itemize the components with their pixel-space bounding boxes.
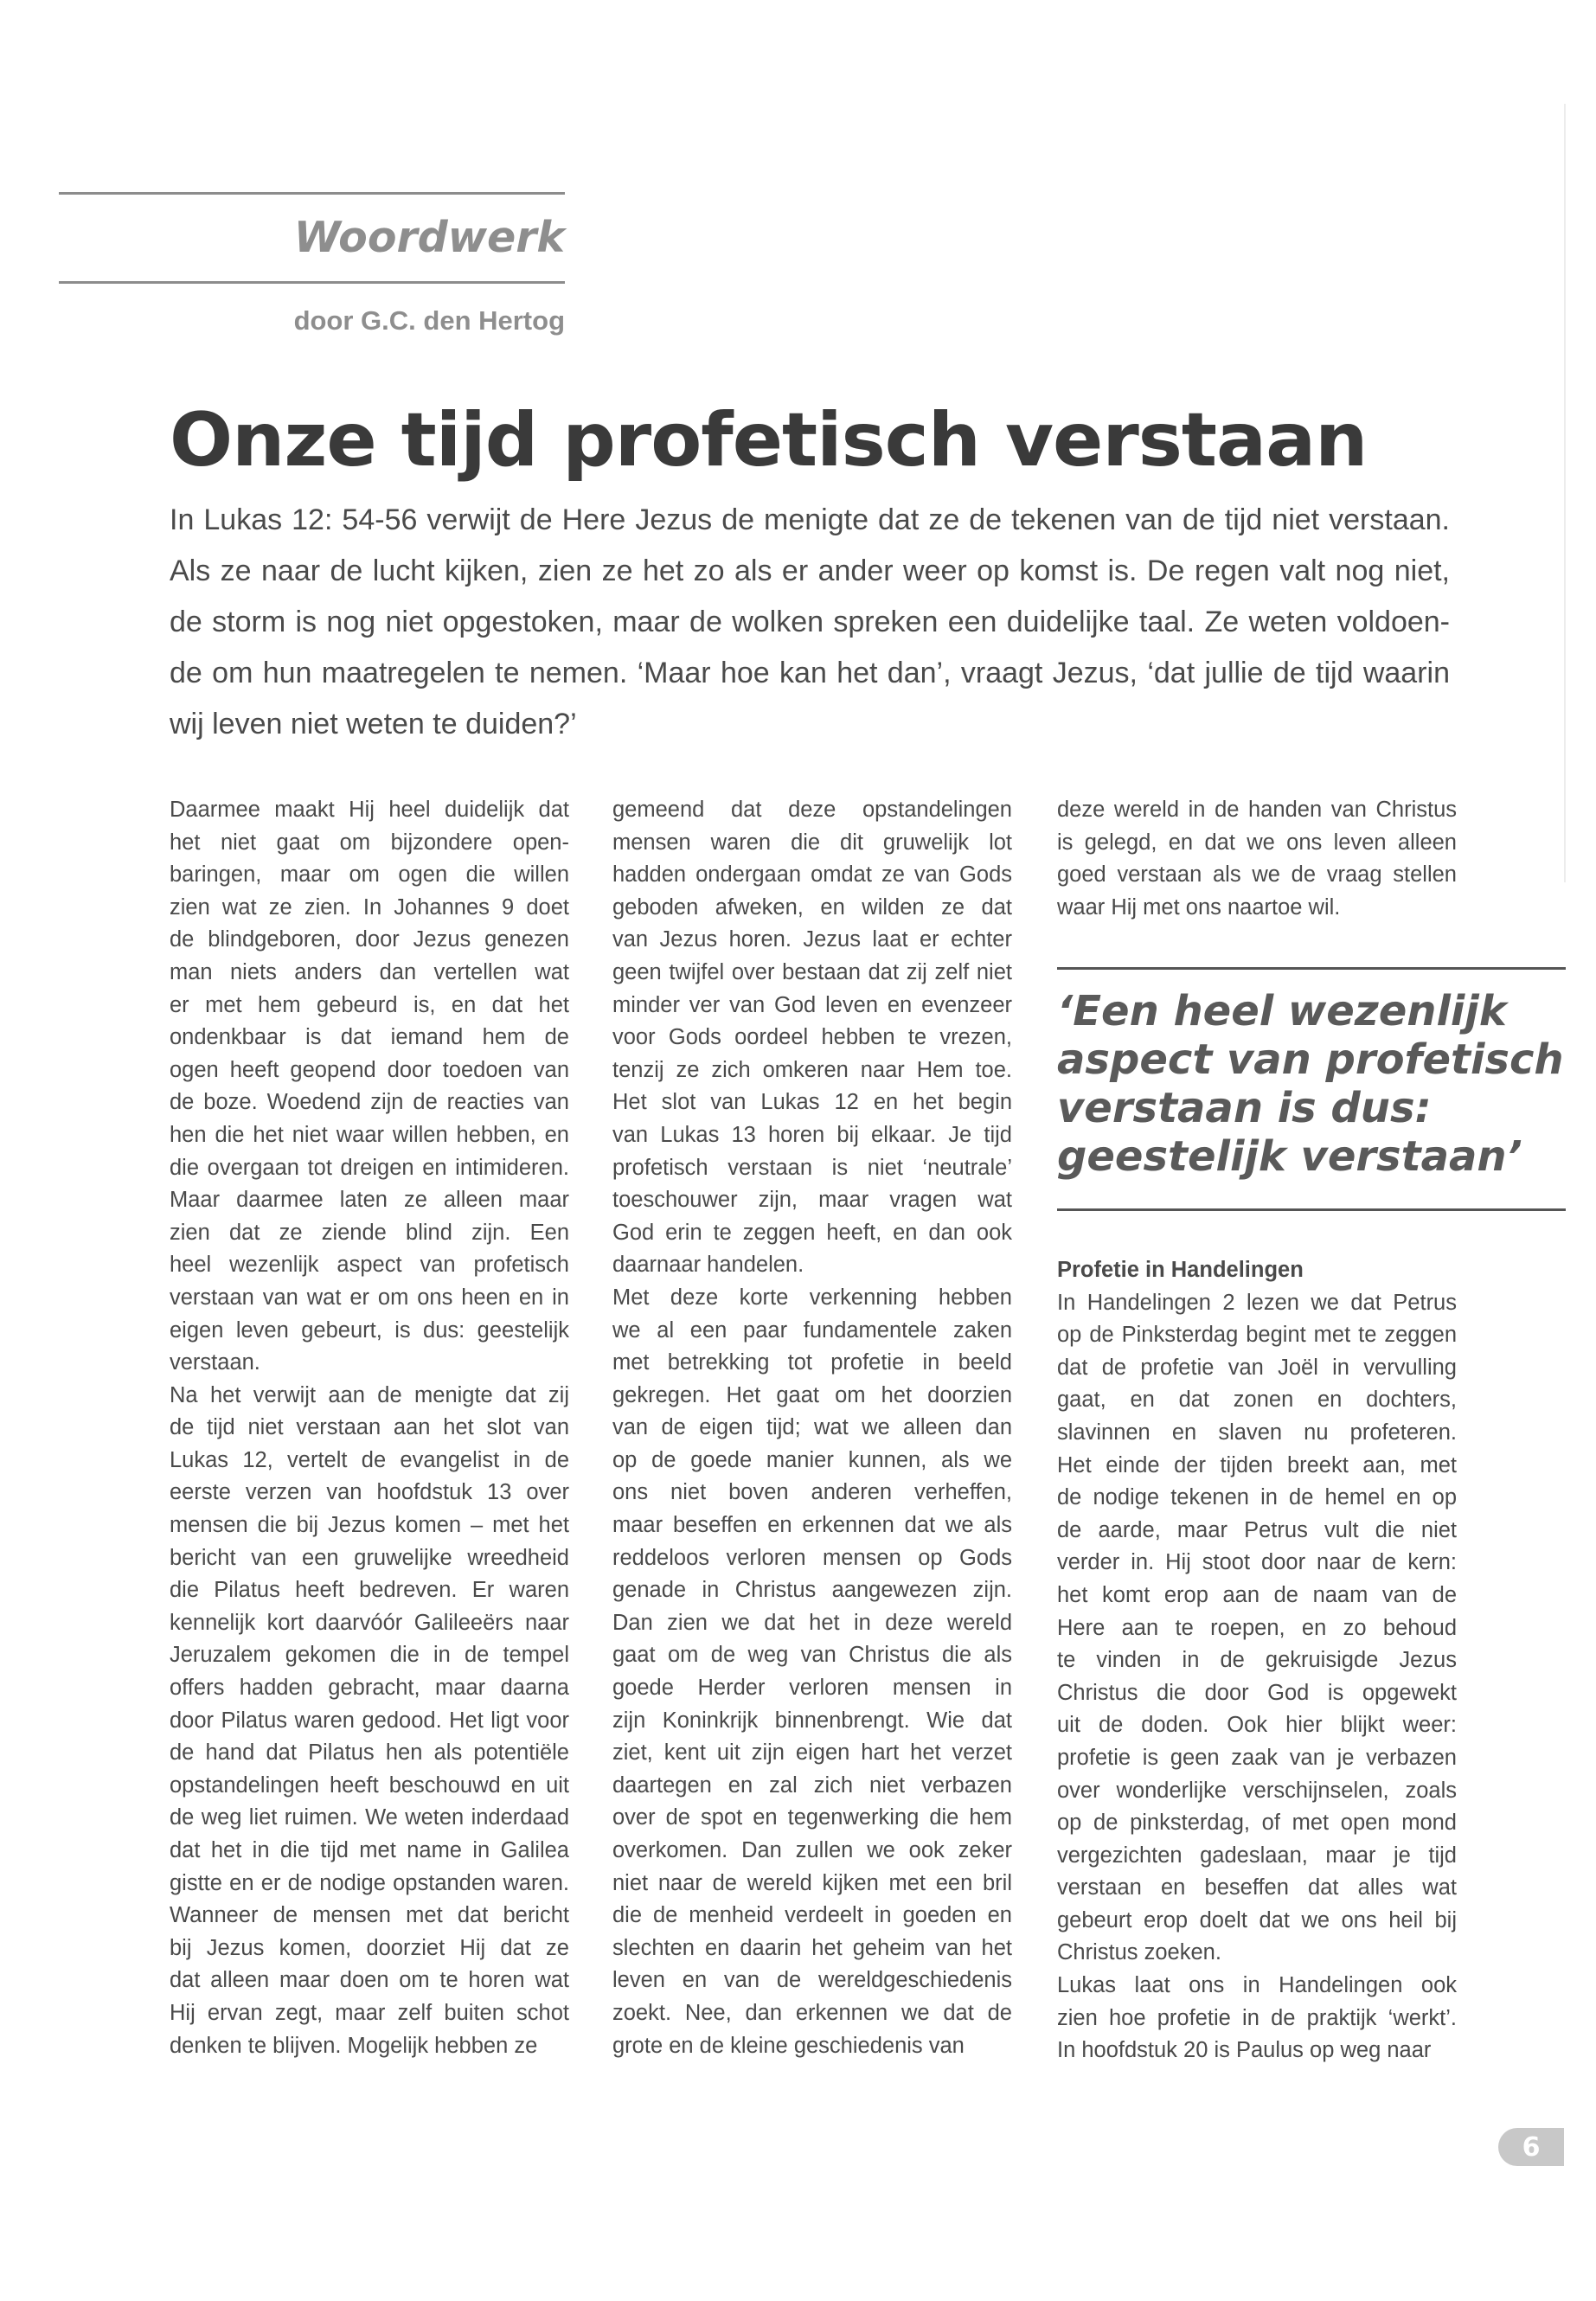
pull-quote-text <box>1057 970 1566 1208</box>
text-line: op de pinksterdag, of met open mond <box>1057 1811 1457 1836</box>
pull-quote-line: geestelijk verstaan’ <box>1057 1132 1522 1181</box>
text-line: daarnaar handelen. <box>612 1253 804 1278</box>
text-line: Maar daarmee laten ze alleen maar <box>170 1188 569 1213</box>
text-line: Here aan te roepen, en zo behoud <box>1057 1615 1457 1640</box>
text-line: slavinnen en slaven nu profeteren. <box>1057 1420 1457 1445</box>
text-line: dat alleen maar doen om te horen wat <box>170 1968 569 1993</box>
text-line: mensen die bij Jezus komen – met het <box>170 1513 569 1538</box>
text-line: Dan zien we dat het in deze wereld <box>612 1610 1012 1635</box>
text-line: man niets anders dan vertellen wat <box>170 959 569 984</box>
text-line: op de goede manier kunnen, als we <box>612 1447 1012 1472</box>
lead-line: In Lukas 12: 54-56 verwijt de Here Jezus de menigte dat ze de tekenen van de tijd niet verstaan. <box>170 503 1450 536</box>
text-line: uit de doden. Ook hier blijkt weer: <box>1057 1713 1457 1738</box>
text-line: zien wat ze zien. In Johannes 9 doet <box>170 894 569 920</box>
text-line: zien dat ze ziende blind zijn. Een <box>170 1220 569 1245</box>
text-line: leven en van de wereldgeschiedenis <box>612 1968 1012 1993</box>
text-line: Christus die door God is opgewekt <box>1057 1680 1457 1705</box>
text-line: denken te blijven. Mogelijk hebben ze <box>170 2033 538 2058</box>
pull-quote <box>1057 967 1566 1211</box>
text-line: Hij ervan zegt, maar zelf buiten schot <box>170 2000 569 2025</box>
subheading: Profetie in Handelingen <box>1057 1258 1304 1282</box>
lead-line: wij leven niet weten te duiden?’ <box>170 708 577 740</box>
text-line: geen twijfel over bestaan dat zij zelf niet <box>612 959 1012 984</box>
page-number: 6 <box>1498 2128 1564 2166</box>
pull-quote-rule-bottom <box>1057 1208 1566 1211</box>
text-line: verstaan van wat er om ons heen en in <box>170 1285 569 1310</box>
text-line: verstaan en beseffen dat alles wat <box>1057 1875 1457 1900</box>
pull-quote-line: aspect van profetisch <box>1057 1035 1564 1084</box>
text-line: bij Jezus komen, doorziet Hij dat ze <box>170 1935 569 1960</box>
text-line: die Pilatus heeft bedreven. Er waren <box>170 1578 569 1603</box>
text-line: In hoofdstuk 20 is Paulus op weg naar <box>1057 2038 1432 2063</box>
text-line: Lukas 12, vertelt de evangelist in de <box>170 1447 569 1472</box>
text-line: profetie is geen zaak van je verbazen <box>1057 1745 1457 1770</box>
text-line: het komt erop aan de naam van de <box>1057 1582 1457 1607</box>
text-line: tenzij ze zich omkeren naar Hem toe. <box>612 1057 1012 1082</box>
text-line: die de menheid verdeelt in goeden en <box>612 1903 1012 1928</box>
text-line: zien hoe profetie in de praktijk ‘werkt’. <box>1057 2005 1457 2030</box>
text-line: gistte en er de nodige opstanden waren. <box>170 1870 569 1895</box>
text-line: hen die het niet waar willen hebben, en <box>170 1122 569 1147</box>
text-line: op de Pinksterdag begint met te zeggen <box>1057 1323 1457 1348</box>
text-line: het niet gaat om bijzondere open- <box>170 830 569 855</box>
text-line: daartegen en zal zich niet verbazen <box>612 1772 1012 1798</box>
lead-line: Als ze naar de lucht kijken, zien ze het zo als er ander weer op komst is. De regen valt nog niet, <box>170 554 1450 587</box>
text-line: Daarmee maakt Hij heel duidelijk dat <box>170 798 569 822</box>
text-line: deze wereld in de handen van Christus <box>1057 798 1457 822</box>
text-line: vergezichten gadeslaan, maar je tijd <box>1057 1843 1457 1868</box>
text-line: door Pilatus waren gedood. Het ligt voor <box>170 1708 569 1733</box>
text-line: die overgaan tot dreigen en intimideren. <box>170 1155 569 1180</box>
pull-quote-line: verstaan is dus: <box>1057 1084 1432 1132</box>
text-line: grote en de kleine geschiedenis van <box>612 2033 965 2058</box>
text-line: gekregen. Het gaat om het doorzien <box>612 1382 1012 1407</box>
text-line: verstaan. <box>170 1350 260 1375</box>
text-line: zoekt. Nee, dan erkennen we dat de <box>612 2000 1012 2025</box>
text-line: de boze. Woedend zijn de reacties van <box>170 1090 569 1115</box>
text-line: over de spot en tegenwerking die hem <box>612 1805 1012 1830</box>
text-line: heel wezenlijk aspect van profetisch <box>170 1253 569 1278</box>
text-line: ziet, kent uit zijn eigen hart het verzet <box>612 1740 1012 1766</box>
text-line: met betrekking tot profetie in beeld <box>612 1350 1012 1375</box>
article-lead <box>170 495 1450 750</box>
text-line: minder ver van God leven en evenzeer <box>612 992 1012 1017</box>
text-line: bericht van een gruwelijke wreedheid <box>170 1545 569 1570</box>
text-line: niet naar de wereld kijken met een bril <box>612 1870 1012 1895</box>
text-line: ons niet boven anderen verheffen, <box>612 1480 1012 1505</box>
lead-line: de storm is nog niet opgestoken, maar de wolken spreken een duidelijke taal. Ze weten voldoen- <box>170 606 1450 638</box>
text-line: gaat om de weg van Christus die als <box>612 1643 1012 1668</box>
text-line: God erin te zeggen heeft, en dan ook <box>612 1220 1012 1245</box>
text-line: er met hem gebeurd is, en dat het <box>170 992 569 1017</box>
pull-quote-line: ‘Een heel wezenlijk <box>1057 987 1507 1035</box>
text-line: geboden afweken, en wilden ze dat <box>612 894 1012 920</box>
text-line: Met deze korte verkenning hebben <box>612 1285 1012 1310</box>
body-column-2 <box>612 794 1012 2062</box>
text-line: de nodige tekenen in de hemel en op <box>1057 1485 1457 1510</box>
text-line: genade in Christus aangewezen zijn. <box>612 1578 1012 1603</box>
text-line: In Handelingen 2 lezen we dat Petrus <box>1057 1290 1457 1315</box>
section-rule-bottom <box>59 281 565 284</box>
text-line: gebeurt erop doelt dat we ons heil bij <box>1057 1907 1457 1932</box>
text-line: van Lukas 13 horen bij elkaar. Je tijd <box>612 1122 1012 1147</box>
text-line: baringen, maar om ogen die willen <box>170 862 569 888</box>
text-line: we al een paar fundamentele zaken <box>612 1317 1012 1343</box>
text-line: reddeloos verloren mensen op Gods <box>612 1545 1012 1570</box>
page-edge-rule <box>1564 104 1566 882</box>
text-line: waar Hij met ons naartoe wil. <box>1057 894 1341 920</box>
text-line: goed verstaan als we de vraag stellen <box>1057 862 1457 888</box>
text-line: gaat, en dat zonen en dochters, <box>1057 1388 1457 1413</box>
text-line: kennelijk kort daarvóór Galileeërs naar <box>170 1610 569 1635</box>
text-line: Wanneer de mensen met dat bericht <box>170 1903 569 1928</box>
text-line: Na het verwijt aan de menigte dat zij <box>170 1382 569 1407</box>
text-line: Christus zoeken. <box>1057 1940 1221 1965</box>
text-line: de blindgeboren, door Jezus genezen <box>170 927 569 952</box>
byline: door G.C. den Hertog <box>293 305 565 336</box>
text-line: de tijd niet verstaan aan het slot van <box>170 1415 569 1440</box>
text-line: profetisch verstaan is niet ‘neutrale’ <box>612 1155 1012 1180</box>
text-line: overkomen. Dan zullen we ook zeker <box>612 1838 1012 1862</box>
text-line: goede Herder verloren mensen in <box>612 1676 1012 1701</box>
text-line: zijn Koninkrijk binnenbrengt. Wie dat <box>612 1708 1012 1733</box>
text-line: te vinden in de gekruisigde Jezus <box>1057 1648 1457 1673</box>
body-column-3-top <box>1057 794 1457 924</box>
text-line: Lukas laat ons in Handelingen ook <box>1057 1973 1457 1998</box>
text-line: eigen leven gebeurt, is dus: geestelijk <box>170 1317 569 1343</box>
text-line: over wonderlijke verschijnselen, zoals <box>1057 1778 1457 1803</box>
text-line: dat het in die tijd met name in Galilea <box>170 1838 569 1862</box>
text-line: voor Gods oordeel hebben te vrezen, <box>612 1025 1012 1050</box>
text-line: toeschouwer zijn, maar vragen wat <box>612 1188 1012 1213</box>
text-line: hadden ondergaan omdat ze van Gods <box>612 862 1012 888</box>
text-line: slechten en daarin het geheim van het <box>612 1935 1012 1960</box>
text-line: maar beseffen en erkennen dat we als <box>612 1513 1012 1538</box>
body-column-3-bottom <box>1057 1254 1457 2067</box>
body-column-1 <box>170 794 569 2062</box>
text-line: verder in. Hij stoot door naar de kern: <box>1057 1550 1457 1575</box>
text-line: ogen heeft geopend door toedoen van <box>170 1057 569 1082</box>
text-line: de aarde, maar Petrus vult die niet <box>1057 1517 1457 1542</box>
text-line: de hand dat Pilatus hen als potentiële <box>170 1740 569 1766</box>
section-header <box>59 192 565 284</box>
text-line: Jeruzalem gekomen die in de tempel <box>170 1643 569 1668</box>
text-line: mensen waren die dit gruwelijk lot <box>612 830 1012 855</box>
text-line: eerste verzen van hoofdstuk 13 over <box>170 1480 569 1505</box>
text-line: gemeend dat deze opstandelingen <box>612 798 1012 822</box>
text-line: is gelegd, en dat we ons leven alleen <box>1057 830 1457 855</box>
text-line: van de eigen tijd; wat we alleen dan <box>612 1415 1012 1440</box>
text-line: Het slot van Lukas 12 en het begin <box>612 1090 1012 1115</box>
text-line: opstandelingen heeft beschouwd en uit <box>170 1772 569 1798</box>
body-column-3-bottom-lines <box>1057 1287 1457 2067</box>
text-line: ondenkbaar is dat iemand hem de <box>170 1025 569 1050</box>
text-line: Het einde der tijden breekt aan, met <box>1057 1452 1457 1477</box>
article-title: Onze tijd profetisch verstaan <box>170 397 1368 484</box>
text-line: de weg liet ruimen. We weten inderdaad <box>170 1805 569 1830</box>
text-line: van Jezus horen. Jezus laat er echter <box>612 927 1012 952</box>
text-line: offers hadden gebracht, maar daarna <box>170 1676 569 1701</box>
text-line: dat de profetie van Joël in vervulling <box>1057 1355 1457 1380</box>
lead-line: de om hun maatregelen te nemen. ‘Maar hoe kan het dan’, vraagt Jezus, ‘dat jullie de tijd waarin <box>170 657 1450 689</box>
section-title: Woordwerk <box>293 213 565 262</box>
